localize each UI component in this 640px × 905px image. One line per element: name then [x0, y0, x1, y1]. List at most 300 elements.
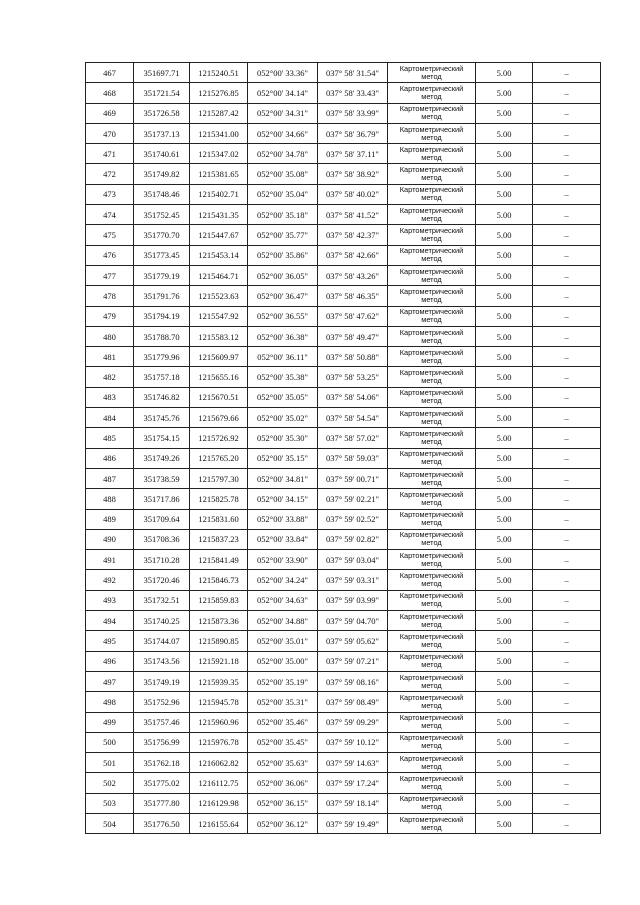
method-line-1: Картометрический [399, 571, 464, 581]
method-line-2: метод [421, 436, 442, 446]
longitude-cell: 037° 59' 14.63" [318, 753, 388, 773]
latitude-cell: 052°00' 35.77" [248, 225, 318, 245]
accuracy-cell: 5.00 [476, 428, 533, 448]
table-row [86, 692, 601, 712]
latitude-cell: 052°00' 36.06" [248, 773, 318, 793]
method-line-2: метод [421, 680, 442, 690]
method-cell [388, 631, 476, 651]
method-cell [388, 753, 476, 773]
x-coordinate-cell: 351745.76 [134, 408, 190, 428]
note-cell: – [533, 529, 601, 549]
method-line-2: метод [421, 700, 442, 710]
method-cell [388, 103, 476, 123]
point-number-cell: 482 [86, 367, 134, 387]
latitude-cell: 052°00' 35.45" [248, 732, 318, 752]
note-cell: – [533, 245, 601, 265]
method-line-1: Картометрический [399, 104, 464, 114]
point-number-cell: 500 [86, 732, 134, 752]
y-coordinate-cell: 1216112.75 [190, 773, 248, 793]
y-coordinate-cell: 1215841.49 [190, 550, 248, 570]
method-line-2: метод [421, 660, 442, 670]
point-number-cell: 488 [86, 489, 134, 509]
point-number-cell: 497 [86, 671, 134, 691]
x-coordinate-cell: 351756.99 [134, 732, 190, 752]
method-line-2: метод [421, 335, 442, 345]
table-row [86, 326, 601, 346]
table-row [86, 184, 601, 204]
method-cell [388, 651, 476, 671]
point-number-cell: 474 [86, 205, 134, 225]
method-line-2: метод [421, 254, 442, 264]
x-coordinate-cell: 351721.54 [134, 83, 190, 103]
table-row [86, 63, 601, 83]
point-number-cell: 496 [86, 651, 134, 671]
latitude-cell: 052°00' 36.11" [248, 347, 318, 367]
note-cell: – [533, 306, 601, 326]
method-cell [388, 732, 476, 752]
note-cell: – [533, 387, 601, 407]
y-coordinate-cell: 1215655.16 [190, 367, 248, 387]
longitude-cell: 037° 59' 05.62" [318, 631, 388, 651]
longitude-cell: 037° 59' 17.24" [318, 773, 388, 793]
point-number-cell: 480 [86, 326, 134, 346]
note-cell: – [533, 103, 601, 123]
x-coordinate-cell: 351749.26 [134, 448, 190, 468]
note-cell: – [533, 63, 601, 83]
table-row [86, 793, 601, 813]
accuracy-cell: 5.00 [476, 286, 533, 306]
latitude-cell: 052°00' 34.31" [248, 103, 318, 123]
point-number-cell: 467 [86, 63, 134, 83]
table-row [86, 773, 601, 793]
accuracy-cell: 5.00 [476, 468, 533, 488]
table-row [86, 448, 601, 468]
method-line-1: Картометрический [399, 165, 464, 175]
accuracy-cell: 5.00 [476, 387, 533, 407]
method-line-1: Картометрический [399, 469, 464, 479]
x-coordinate-cell: 351740.61 [134, 144, 190, 164]
latitude-cell: 052°00' 36.47" [248, 286, 318, 306]
method-line-1: Картометрический [399, 449, 464, 459]
latitude-cell: 052°00' 34.88" [248, 611, 318, 631]
longitude-cell: 037° 59' 03.04" [318, 550, 388, 570]
method-cell [388, 813, 476, 833]
table-row [86, 570, 601, 590]
accuracy-cell: 5.00 [476, 813, 533, 833]
longitude-cell: 037° 58' 53.25" [318, 367, 388, 387]
point-number-cell: 492 [86, 570, 134, 590]
y-coordinate-cell: 1215609.97 [190, 347, 248, 367]
accuracy-cell: 5.00 [476, 692, 533, 712]
table-row [86, 103, 601, 123]
note-cell: – [533, 164, 601, 184]
latitude-cell: 052°00' 34.81" [248, 468, 318, 488]
method-line-1: Картометрический [399, 611, 464, 621]
method-line-1: Картометрический [399, 550, 464, 560]
x-coordinate-cell: 351737.13 [134, 123, 190, 143]
y-coordinate-cell: 1215873.36 [190, 611, 248, 631]
x-coordinate-cell: 351726.58 [134, 103, 190, 123]
coordinates-table-body [86, 63, 601, 834]
method-line-1: Картометрический [399, 347, 464, 357]
method-line-1: Картометрический [399, 205, 464, 215]
y-coordinate-cell: 1215976.78 [190, 732, 248, 752]
y-coordinate-cell: 1215583.12 [190, 326, 248, 346]
note-cell: – [533, 123, 601, 143]
y-coordinate-cell: 1215921.18 [190, 651, 248, 671]
table-row [86, 144, 601, 164]
point-number-cell: 503 [86, 793, 134, 813]
x-coordinate-cell: 351791.76 [134, 286, 190, 306]
y-coordinate-cell: 1215276.85 [190, 83, 248, 103]
latitude-cell: 052°00' 33.88" [248, 509, 318, 529]
method-line-2: метод [421, 376, 442, 386]
method-line-2: метод [421, 193, 442, 203]
point-number-cell: 502 [86, 773, 134, 793]
method-line-1: Картометрический [399, 408, 464, 418]
latitude-cell: 052°00' 34.63" [248, 590, 318, 610]
longitude-cell: 037° 58' 54.06" [318, 387, 388, 407]
method-cell [388, 83, 476, 103]
method-line-2: метод [421, 802, 442, 812]
point-number-cell: 485 [86, 428, 134, 448]
method-cell [388, 712, 476, 732]
method-line-2: метод [421, 497, 442, 507]
latitude-cell: 052°00' 34.15" [248, 489, 318, 509]
longitude-cell: 037° 58' 37.11" [318, 144, 388, 164]
method-cell [388, 570, 476, 590]
method-cell [388, 225, 476, 245]
accuracy-cell: 5.00 [476, 489, 533, 509]
accuracy-cell: 5.00 [476, 671, 533, 691]
point-number-cell: 499 [86, 712, 134, 732]
x-coordinate-cell: 351720.46 [134, 570, 190, 590]
longitude-cell: 037° 58' 43.26" [318, 265, 388, 285]
table-row [86, 428, 601, 448]
x-coordinate-cell: 351754.15 [134, 428, 190, 448]
method-line-2: метод [421, 274, 442, 284]
latitude-cell: 052°00' 35.01" [248, 631, 318, 651]
accuracy-cell: 5.00 [476, 144, 533, 164]
note-cell: – [533, 144, 601, 164]
point-number-cell: 498 [86, 692, 134, 712]
note-cell: – [533, 367, 601, 387]
y-coordinate-cell: 1215890.85 [190, 631, 248, 651]
method-cell [388, 408, 476, 428]
table-row [86, 225, 601, 245]
note-cell: – [533, 286, 601, 306]
note-cell: – [533, 590, 601, 610]
point-number-cell: 494 [86, 611, 134, 631]
method-line-2: метод [421, 457, 442, 467]
method-cell [388, 63, 476, 83]
table-row [86, 347, 601, 367]
method-cell [388, 205, 476, 225]
latitude-cell: 052°00' 34.78" [248, 144, 318, 164]
note-cell: – [533, 265, 601, 285]
method-line-2: метод [421, 761, 442, 771]
x-coordinate-cell: 351777.80 [134, 793, 190, 813]
table-row [86, 509, 601, 529]
y-coordinate-cell: 1215347.02 [190, 144, 248, 164]
y-coordinate-cell: 1215453.14 [190, 245, 248, 265]
y-coordinate-cell: 1215960.96 [190, 712, 248, 732]
table-row [86, 671, 601, 691]
accuracy-cell: 5.00 [476, 205, 533, 225]
method-line-1: Картометрический [399, 692, 464, 702]
note-cell: – [533, 611, 601, 631]
table-row [86, 590, 601, 610]
x-coordinate-cell: 351752.96 [134, 692, 190, 712]
accuracy-cell: 5.00 [476, 753, 533, 773]
method-cell [388, 692, 476, 712]
accuracy-cell: 5.00 [476, 63, 533, 83]
x-coordinate-cell: 351732.51 [134, 590, 190, 610]
accuracy-cell: 5.00 [476, 225, 533, 245]
longitude-cell: 037° 58' 38.92" [318, 164, 388, 184]
point-number-cell: 486 [86, 448, 134, 468]
table-row [86, 265, 601, 285]
point-number-cell: 469 [86, 103, 134, 123]
y-coordinate-cell: 1215547.92 [190, 306, 248, 326]
method-cell [388, 793, 476, 813]
method-line-2: метод [421, 91, 442, 101]
method-line-1: Картометрический [399, 510, 464, 520]
table-row [86, 387, 601, 407]
note-cell: – [533, 83, 601, 103]
method-line-2: метод [421, 294, 442, 304]
point-number-cell: 491 [86, 550, 134, 570]
x-coordinate-cell: 351709.64 [134, 509, 190, 529]
y-coordinate-cell: 1215381.65 [190, 164, 248, 184]
y-coordinate-cell: 1215447.67 [190, 225, 248, 245]
table-row [86, 550, 601, 570]
method-cell [388, 468, 476, 488]
accuracy-cell: 5.00 [476, 103, 533, 123]
latitude-cell: 052°00' 35.04" [248, 184, 318, 204]
x-coordinate-cell: 351757.18 [134, 367, 190, 387]
longitude-cell: 037° 59' 08.49" [318, 692, 388, 712]
method-cell [388, 286, 476, 306]
latitude-cell: 052°00' 36.15" [248, 793, 318, 813]
note-cell: – [533, 205, 601, 225]
method-line-1: Картометрический [399, 753, 464, 763]
longitude-cell: 037° 59' 19.49" [318, 813, 388, 833]
longitude-cell: 037° 59' 02.82" [318, 529, 388, 549]
accuracy-cell: 5.00 [476, 448, 533, 468]
note-cell: – [533, 651, 601, 671]
table-row [86, 813, 601, 833]
table-row [86, 631, 601, 651]
longitude-cell: 037° 58' 42.66" [318, 245, 388, 265]
note-cell: – [533, 468, 601, 488]
x-coordinate-cell: 351749.82 [134, 164, 190, 184]
coordinates-table [85, 62, 601, 834]
note-cell: – [533, 753, 601, 773]
method-cell [388, 550, 476, 570]
table-row [86, 529, 601, 549]
longitude-cell: 037° 58' 54.54" [318, 408, 388, 428]
longitude-cell: 037° 59' 07.21" [318, 651, 388, 671]
x-coordinate-cell: 351740.25 [134, 611, 190, 631]
y-coordinate-cell: 1215464.71 [190, 265, 248, 285]
x-coordinate-cell: 351779.96 [134, 347, 190, 367]
method-line-1: Картометрический [399, 652, 464, 662]
latitude-cell: 052°00' 36.12" [248, 813, 318, 833]
method-cell [388, 428, 476, 448]
longitude-cell: 037° 58' 49.47" [318, 326, 388, 346]
latitude-cell: 052°00' 35.02" [248, 408, 318, 428]
x-coordinate-cell: 351773.45 [134, 245, 190, 265]
x-coordinate-cell: 351710.28 [134, 550, 190, 570]
method-cell [388, 509, 476, 529]
latitude-cell: 052°00' 35.18" [248, 205, 318, 225]
method-line-2: метод [421, 619, 442, 629]
note-cell: – [533, 671, 601, 691]
method-line-2: метод [421, 132, 442, 142]
method-cell [388, 611, 476, 631]
method-line-1: Картометрический [399, 266, 464, 276]
accuracy-cell: 5.00 [476, 408, 533, 428]
latitude-cell: 052°00' 35.05" [248, 387, 318, 407]
method-line-1: Картометрический [399, 794, 464, 804]
point-number-cell: 489 [86, 509, 134, 529]
method-cell [388, 387, 476, 407]
note-cell: – [533, 773, 601, 793]
method-cell [388, 367, 476, 387]
method-cell [388, 164, 476, 184]
method-line-1: Картометрический [399, 226, 464, 236]
method-cell [388, 123, 476, 143]
longitude-cell: 037° 58' 41.52" [318, 205, 388, 225]
y-coordinate-cell: 1215939.35 [190, 671, 248, 691]
method-line-1: Картометрический [399, 327, 464, 337]
method-cell [388, 671, 476, 691]
x-coordinate-cell: 351708.36 [134, 529, 190, 549]
method-line-1: Картометрический [399, 631, 464, 641]
point-number-cell: 479 [86, 306, 134, 326]
longitude-cell: 037° 58' 47.62" [318, 306, 388, 326]
method-cell [388, 245, 476, 265]
y-coordinate-cell: 1215402.71 [190, 184, 248, 204]
method-line-2: метод [421, 599, 442, 609]
point-number-cell: 484 [86, 408, 134, 428]
latitude-cell: 052°00' 35.38" [248, 367, 318, 387]
method-line-2: метод [421, 234, 442, 244]
accuracy-cell: 5.00 [476, 570, 533, 590]
method-line-2: метод [421, 396, 442, 406]
y-coordinate-cell: 1215825.78 [190, 489, 248, 509]
point-number-cell: 470 [86, 123, 134, 143]
method-line-1: Картометрический [399, 246, 464, 256]
longitude-cell: 037° 59' 09.29" [318, 712, 388, 732]
y-coordinate-cell: 1215837.23 [190, 529, 248, 549]
accuracy-cell: 5.00 [476, 184, 533, 204]
longitude-cell: 037° 58' 59.03" [318, 448, 388, 468]
accuracy-cell: 5.00 [476, 529, 533, 549]
method-cell [388, 326, 476, 346]
note-cell: – [533, 712, 601, 732]
point-number-cell: 471 [86, 144, 134, 164]
y-coordinate-cell: 1216062.82 [190, 753, 248, 773]
method-line-1: Картометрический [399, 185, 464, 195]
latitude-cell: 052°00' 36.38" [248, 326, 318, 346]
accuracy-cell: 5.00 [476, 712, 533, 732]
method-cell [388, 347, 476, 367]
method-line-1: Картометрический [399, 144, 464, 154]
point-number-cell: 478 [86, 286, 134, 306]
point-number-cell: 490 [86, 529, 134, 549]
longitude-cell: 037° 59' 03.31" [318, 570, 388, 590]
longitude-cell: 037° 58' 42.37" [318, 225, 388, 245]
method-line-1: Картометрический [399, 489, 464, 499]
x-coordinate-cell: 351738.59 [134, 468, 190, 488]
accuracy-cell: 5.00 [476, 265, 533, 285]
method-line-1: Картометрический [399, 814, 464, 824]
method-line-1: Картометрический [399, 774, 464, 784]
y-coordinate-cell: 1215523.63 [190, 286, 248, 306]
latitude-cell: 052°00' 35.19" [248, 671, 318, 691]
method-cell [388, 144, 476, 164]
y-coordinate-cell: 1215431.35 [190, 205, 248, 225]
accuracy-cell: 5.00 [476, 590, 533, 610]
note-cell: – [533, 732, 601, 752]
point-number-cell: 481 [86, 347, 134, 367]
table-row [86, 123, 601, 143]
method-line-2: метод [421, 579, 442, 589]
x-coordinate-cell: 351775.02 [134, 773, 190, 793]
point-number-cell: 483 [86, 387, 134, 407]
x-coordinate-cell: 351788.70 [134, 326, 190, 346]
method-line-2: метод [421, 213, 442, 223]
longitude-cell: 037° 59' 03.99" [318, 590, 388, 610]
y-coordinate-cell: 1215341.00 [190, 123, 248, 143]
method-line-2: метод [421, 558, 442, 568]
latitude-cell: 052°00' 35.86" [248, 245, 318, 265]
method-line-2: метод [421, 416, 442, 426]
accuracy-cell: 5.00 [476, 367, 533, 387]
x-coordinate-cell: 351757.46 [134, 712, 190, 732]
accuracy-cell: 5.00 [476, 326, 533, 346]
method-line-1: Картометрический [399, 713, 464, 723]
table-row [86, 732, 601, 752]
note-cell: – [533, 631, 601, 651]
method-line-1: Картометрический [399, 124, 464, 134]
method-cell [388, 590, 476, 610]
latitude-cell: 052°00' 35.15" [248, 448, 318, 468]
method-line-1: Картометрический [399, 388, 464, 398]
method-line-1: Картометрический [399, 672, 464, 682]
method-cell [388, 306, 476, 326]
y-coordinate-cell: 1216129.98 [190, 793, 248, 813]
table-row [86, 651, 601, 671]
table-row [86, 306, 601, 326]
table-row [86, 164, 601, 184]
x-coordinate-cell: 351762.18 [134, 753, 190, 773]
accuracy-cell: 5.00 [476, 509, 533, 529]
method-line-2: метод [421, 71, 442, 81]
method-line-2: метод [421, 538, 442, 548]
latitude-cell: 052°00' 35.46" [248, 712, 318, 732]
method-line-1: Картометрический [399, 83, 464, 93]
method-line-1: Картометрический [399, 428, 464, 438]
note-cell: – [533, 428, 601, 448]
note-cell: – [533, 550, 601, 570]
table-row [86, 611, 601, 631]
note-cell: – [533, 570, 601, 590]
method-line-1: Картометрический [399, 286, 464, 296]
accuracy-cell: 5.00 [476, 123, 533, 143]
